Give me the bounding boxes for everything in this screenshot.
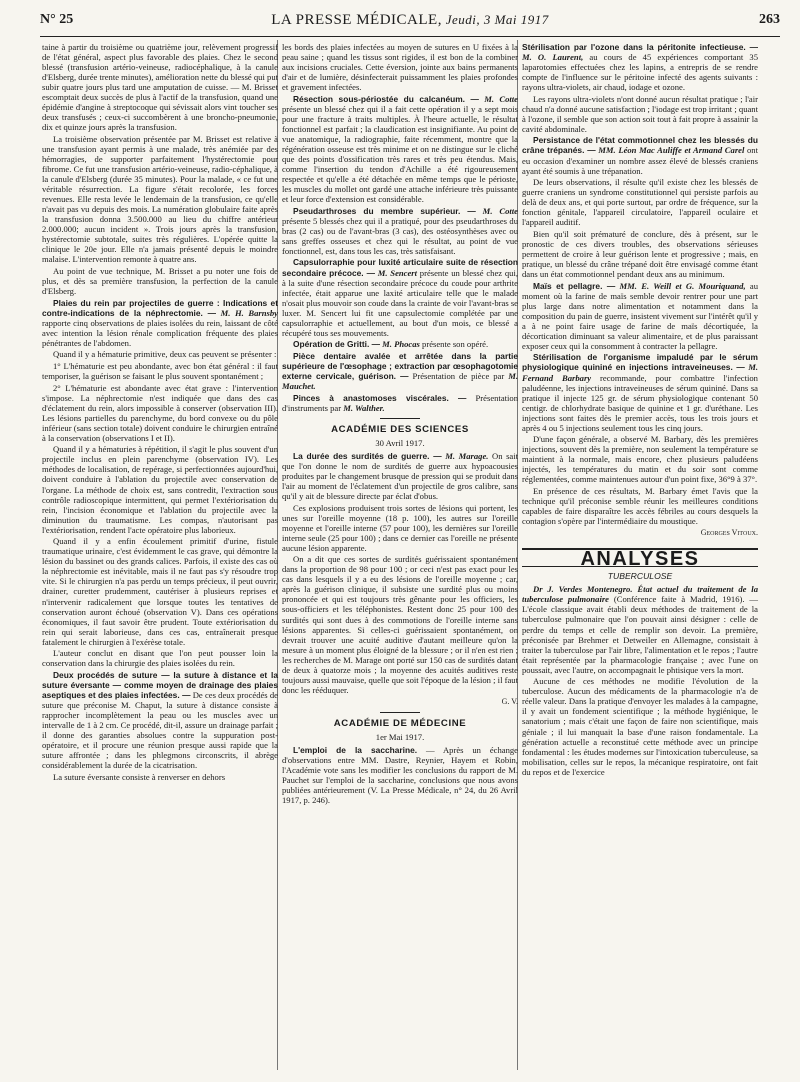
article-heading: Plaies du rein par projectiles de guerre : Indications et contre-indications de la néphrectomie. — <box>42 297 278 318</box>
article-text: au cours de 45 expériences comportant 35 laparotomies effectuées chez les lapins, a entrepris de se rendre compte de l'influence sur le péritoine infecté des agents suivants : rayons ultra-violets, air chaud, iodage et ozone. <box>522 52 758 93</box>
article-author: M. Fernand Barbary <box>522 362 758 383</box>
header-rule <box>40 36 780 37</box>
article-heading: Opération de Gritti. — <box>293 339 381 350</box>
signature: G. V. <box>501 696 518 706</box>
section-title-academie-medecine: ACADÉMIE DE MÉDECINE <box>333 717 467 729</box>
article-ozone <box>522 42 758 92</box>
article-heading: Pinces à anastomoses viscérales. — <box>293 392 467 403</box>
section-date: 1er Mai 1917. <box>375 732 425 742</box>
article-tuberculose <box>522 584 758 674</box>
article-heading: État actuel du traitement de la tuberculose pulmonaire <box>522 584 758 605</box>
article-heading: Pièce dentaire avalée et arrêtée dans la partie supérieure de l'œsophage ; extraction par œsophagotomie externe cervicale, guérison. — <box>282 350 518 381</box>
paragraph: Les rayons ultra-violets n'ont donné aucun résultat pratique ; l'air chaud n'a donné aucune satisfaction ; l'iodage est trop irritant ; quant à l'ozone, il semble que son action soit tout à fait propre à assainir la cavité abdominale. <box>522 93 758 134</box>
paragraph: 1° L'hématurie est peu abondante, avec bon état général : il faut temporiser, la guérison se faisant le plus souvent spontanément ; <box>42 360 278 381</box>
journal-title: LA PRESSE MÉDICALE, <box>271 12 442 28</box>
article-piece-dentaire <box>282 351 518 391</box>
article-text: Présentation d'instruments par <box>282 392 518 413</box>
article-text: On sait que l'on donne le nom de surdités de guerre aux hypoacousies produites par le changement brusque de pression qui se produit dans l'air au moment de l'éclatement d'un projectile de gros calibre, sans qu'il y ait de blessure directe par éclat d'obus. <box>282 450 519 501</box>
section-date: 30 Avril 1917. <box>375 437 425 448</box>
article-author: M. Walther. <box>343 402 385 413</box>
article-author: M. Cotte <box>478 93 518 104</box>
article-author: M. Marage. <box>441 450 489 461</box>
paragraph: taine à partir du troisième ou quatrième jour, relèvement progressif de l'état général, aspect plus favorable des plaies. Chez le second blessé (transfusion artério-veineuse, radiocéphalique, à la canule d'Elsberg, durée trente minutes), amélioration nette du blessé qui put subir quatre jours plus tard une amputation de cuisse. — M. Brisset escomptait deux succès de plus à l'actif de la transfusion, quand une épidémie d'angine à streptocoque qui sévissait alors vint toucher ses deux transfusés ; ceux-ci succombèrent à une broncho-pneumonie, dix et quinze jours après la transfusion. <box>42 42 278 133</box>
article-plaies-rein <box>42 298 278 348</box>
paragraph: En présence de ces résultats, M. Barbary émet l'avis que la technique qu'il préconise semble réunir les meilleures conditions capables de faire disparaître les accès fébriles au cours desquels la contagion s'opère par l'intermédiaire du moustique. <box>522 486 758 527</box>
article-author: M. H. Barnsby <box>216 307 278 318</box>
journal-masthead <box>40 12 780 29</box>
analyses-banner <box>522 548 758 571</box>
article-pinces <box>282 393 518 413</box>
article-heading: L'emploi de la saccharine. <box>293 745 418 756</box>
article-author: Dr J. Verdes Montenegro. <box>533 584 633 595</box>
signature: Georges Vitoux. <box>700 528 758 538</box>
article-heading: Résection sous-périostée du calcanéum. — <box>293 93 479 104</box>
article-heading: Maïs et pellagre. — <box>533 280 616 291</box>
issue-date: Jeudi, 3 Mai 1917 <box>441 12 549 27</box>
article-text: Présentation de pièce par <box>408 371 509 381</box>
paragraph: les bords des plaies infectées au moyen de sutures en U fixées à la peau saine ; quand les tissus sont rigides, il est bon de la combiner aux incisions cruciales. Cette éversion, jointe aux bains permanents d'air et de lumière, désinfecterait puissamment les plaies profondes et gravement infectées. <box>282 42 518 93</box>
paragraph: La suture éversante consiste à renverser en dehors <box>53 771 226 782</box>
page-number: 263 <box>759 12 780 27</box>
article-text: présente son opéré. <box>419 339 489 350</box>
section-title-analyses: ANALYSES <box>580 548 700 571</box>
paragraph: L'auteur conclut en disant que l'on peut pousser loin la conservation dans la chirurgie des plaies isolées du rein. <box>42 648 278 669</box>
article-text: présente 5 blessés chez qui il a pratiqué, pour des pseudarthroses du bras (2 cas) ou de l'avant-bras (3 cas), des ostéosynthèses avec ou sans greffes osseuses et chez qui le résultat, au point de vue fonctionnel, est, dans tous les cas, très satisfaisant. <box>282 215 518 256</box>
article-calcaneum <box>282 94 518 205</box>
article-text: — Après un échange d'observations entre MM. Dastre, Reynier, Hayem et Robin, l'Académie vote sans les modifier les conclusions du rapport de M. Pauchet sur l'emploi de la saccharine, conclusions que nous avons publiées antérieurement (V. La Presse Médicale, n° 24, du 26 Avril 1917, p. 246). <box>282 745 518 806</box>
article-author: MM. E. Weill et G. Mouriquand, <box>615 280 746 291</box>
article-author: M. O. Laurent, <box>522 52 584 63</box>
article-author: M. Sencert <box>374 267 418 278</box>
paragraph: D'une façon générale, a observé M. Barbary, dès les premières injections, souvent dès la première, non seulement la température se maintient à la normale, mais encore, chez plusieurs paludéens injectés, les températures du matin et du soir sont comme réglementées, comme maintenues autour d'un point fixe, 36°9 à 37°. <box>522 434 758 485</box>
article-text: présente un blessé chez qui, à la suite d'une résection secondaire précoce du coude pour arthrite infectée, était apparue une laxité articulaire telle que le malade n'osait plus mouvoir son coude dans la crainte de voir l'avant-bras se luxer. M. Sencert lui fit une capsulectomie complétée par une capsulorraphie et actuellement, au bout d'un mois, ce blessé a récupéré tous ses mouvements. <box>282 267 518 338</box>
article-author: M. Cotte <box>475 205 518 216</box>
article-heading: Capsulorraphie pour luxité articulaire suite de résection secondaire précoce. — <box>282 257 518 278</box>
article-text: (Conférence faite à Madrid, 1916). — L'école classique avait établi deux méthodes de traitement de la tuberculose pulmonaire que l'on pouvait ainsi désigner : celle de perdre du temps et celle de remplir son devoir. La première, préconisée par Brehmer et Detweiler en Allemagne, consistait à traiter la tuberculose par l'air libre, l'alimentation et le repos ; l'autre était représentée par la pharmacologie française ; avec l'une on poussait, avec l'autre, on accompagnait le phtisique vers la mort. <box>522 594 758 675</box>
article-heading: Stérilisation de l'organisme impaludé par le sérum physiologique quininé en injections intraveineuses. — <box>522 352 758 373</box>
article-text: rapporte cinq observations de plaies isolées du rein, laissant de côté avec intention la lésion rénale complication fréquente des plaies pénétrantes de l'abdomen. <box>42 317 278 348</box>
paragraph: La troisième observation présentée par M. Brisset est relative à une transfusion ayant permis à une malade, très anémiée par des hémorragies, de supporter parfaitement l'hystérectomie pour fibrome. Ce fut une transfusion artério-veineuse, radio-céphalique, à la canule d'Elsberg (durée 35 minutes). Pour la malade, « ce fut une véritable résurrection. La figure s'était recolorée, les forces revenues. Elle resta levée le lendemain de la transfusion, ce qu'elle n'avait pas vu depuis des mois. La numération globulaire faite après la transfusion donna 3.500.000 au lieu du chiffre antérieur 2.000.000; aucun incident ». Trois jours après la transfusion, hystérectomie subtotale, suites très régulières. L'opérée quitte la clinique le 20e jour. Elle n'a jamais présenté depuis le moindre malaise. L'intervention remonte à quatre ans. <box>42 133 278 265</box>
page-header <box>40 12 780 34</box>
article-text: présente un blessé chez qui il a fait cette opération il y a sept mois pour une fracture à traits multiples. À l'heure actuelle, le résultat fonctionnel est parfait ; la claudication est insignifiante. Au point de vue anatomique, la radiographie, faite récemment, montre que la régénération osseuse est très minime et on ne distingue sur le cliché que des points d'ossification très rares et très peu étendus. Mais, comme l'insertion du tendon d'Achille a été rigoureusement respectée et qu'elle a été détachée en même temps que le périoste, les muscles du mollet ont gardé une attache inférieure très puissante et leur force d'extension est considérable. <box>282 103 518 205</box>
article-heading: Stérilisation par l'ozone dans la péritonite infectieuse. — <box>522 42 758 52</box>
paragraph: Quand il y a hématuries à répétition, il s'agit le plus souvent d'un projectile inclus en plein parenchyme (observation IV). Les méthodes de localisation, de repérage, si perfectionnées aujourd'hui, doivent conduire à l'ablation du projectile avec conservation de l'organe. La méthode de choix est, sans contredit, l'extraction sous contrôle radioscopique intermittent, qui permet l'extériorisation du rein, l'incision économique et l'ablation du projectile avec la diminution du traumatisme. Les compas, n'autorisant pas l'extériorisation, rendent l'acte opératoire plus laborieux. <box>42 444 278 535</box>
issue-number: N° 25 <box>40 12 74 27</box>
article-heading: Persistance de l'état commotionnel chez les blessés du crâne trépanés. — <box>522 135 758 156</box>
paragraph: On a dit que ces sortes de surdités guérissaient spontanément dans la proportion de 98 pour 100 ; or ceci n'est pas exact pour les cas dans lesquels il y a eu des lésions de l'oreille moyenne ; car, après la guérison clinique, il subsiste une surdité plus ou moins prononcée et qui est toujours très gênante pour les officiers, les sous-officiers et les téléphonistes. Restent donc 25 pour 100 des surdités qui sont dues à des commotions de l'oreille interne sans lésions apparentes. Si celles-ci guérissaient spontanément, on devrait trouver une acuité auditive d'autant meilleure qu'on la mesure à un moment plus éloigné de la blessure ; or il n'en est rien ; les recherches de M. Marage ont porté sur 150 cas de surdités datant de deux à quatorze mois ; la moyenne des acuités auditives reste toujours aussi mauvaise, quelle que soit l'époque de la lésion ; il faut donc les rééduquer. <box>282 554 518 695</box>
paragraph: Au point de vue technique, M. Brisset a pu noter une fois de plus, et dès sa première transfusion, la perfection de la canule d'Elsberg. <box>42 266 278 297</box>
article-heading: Deux procédés de suture — la suture à distance et la suture éversante — comme moyen de drainage des plaies aseptiques et des plaies infectées. — <box>42 669 278 700</box>
article-heading: Pseudarthroses du membre supérieur. — <box>293 205 476 216</box>
paragraph: Quand il y a enfin écoulement primitif d'urine, fistule traumatique urinaire, c'est évidemment le cas grave, qui démontre la lésion du bassinet ou des grands calices. Parfois, il existe des cas où la néphrectomie est inévitable, mais il ne faut pas s'y résoudre trop vite. Si le chirurgien n'a pas perdu un temps précieux, il peut ouvrir, drainer, curetter prudemment, cautériser à plusieurs reprises et n'intervenir radicalement que lorsque toutes les tentatives de conservation auront échoué (observation V). Dans ces opérations économiques, il faut savoir être prudent. Toute extériorisation du rein qui serait laborieuse, dans ces cas, entraînerait presque fatalement le chirurgien à l'exérèse totale. <box>42 536 278 647</box>
article-capsulorraphie <box>282 257 518 337</box>
paragraph: Bien qu'il soit prématuré de conclure, dès à présent, sur le pronostic de ces divers troubles, des observations sérieuses permettent de croire à leur guérison lente et progressive ; mais, en pratique, un blessé du crâne trépané doit être envisagé comme étant dans un état commotionnel pendant deux ans au minimum. <box>522 228 758 280</box>
section-divider <box>380 712 420 713</box>
article-text: ont eu occasion d'examiner un nombre assez élevé de blessés craniens ayant été soumis à une trépanation. <box>522 145 758 176</box>
article-saccharine <box>282 745 518 805</box>
article-etat-commotionnel <box>522 135 758 175</box>
article-heading: La durée des surdités de guerre. — <box>293 450 442 461</box>
article-author: M. Phocas <box>380 339 420 350</box>
paragraph: Ces explosions produisent trois sortes de lésions qui portent, les unes sur l'oreille moyenne (18 p. 100), les autres sur l'oreille moyenne et l'oreille interne (57 pour 100), les dernières sur l'oreille interne seule (25 pour 100) ; dans ce dernier cas l'oreille ne présente aucune lésion apparente. <box>282 502 518 553</box>
article-author: M. Mauchet. <box>282 371 519 392</box>
section-divider <box>380 418 420 419</box>
column-2 <box>282 42 518 807</box>
paragraph: 2° L'hématurie est abondante avec état grave : l'intervention s'impose. La néphrectomie n'est indiquée que dans des cas d'éclatement du rein, alors impossible à conserver (observation III). Les lésions partielles du parenchyme, du bord convexe ou du pôle inférieur (sans section totale) doivent conduire le chirurgien entraîné à la conservation (observations I et II). <box>42 382 278 443</box>
section-title-academie-sciences: ACADÉMIE DES SCIENCES <box>331 423 469 435</box>
article-deux-procedes <box>42 670 278 770</box>
paragraph: Quand il y a hématurie primitive, deux cas peuvent se présenter : <box>53 349 277 360</box>
column-1 <box>42 42 278 783</box>
paragraph: Aucune de ces méthodes ne modifie l'évolution de la tuberculose. Aucun des médicaments de la pharmacologie n'a de réelle valeur. Dans la pratique d'envoyer les malades à la campagne, il y avait un fondement scientifique ; la méthode hygiénique, le sanatorium ; mais c'était une façon de faire non scientifique, mais géniale ; il lui manquait la base d'une raison fondamentale. La génération actuelle a reconstitué cette méthode avec un principe fondamental : les études modernes sur l'intoxication tuberculeuse, sa mobilisation, celles sur le repos, la mécanique respiratoire, ont fait du repos et de l'exercice <box>522 676 758 777</box>
article-sterilisation-impaludisme <box>522 352 758 432</box>
paragraph: De leurs observations, il résulte qu'il existe chez les blessés de guerre craniens un syndrome constitutionnel qui persiste parfois au delà de deux ans, et qui porte surtout, par ordre de fréquence, sur la fonction génitale, l'appareil circulatoire, l'appareil oculaire et l'appareil auditif. <box>522 177 758 228</box>
article-surdites <box>282 451 518 501</box>
article-gritti <box>282 339 518 349</box>
article-text: recommande, pour combattre l'infection paludéenne, les injections intraveineuses de sérum quininé. Dans sa pratique il injecte 125 gr. de sérum physiologique contenant 50 centigr. de chlorhydrate basique de quinine et 1 gr. d'uréthane. Les injections sont faites dès le premier accès, tous les trois jours et après 4 ou 5 injections seulement tous les cinq jours. <box>522 372 758 433</box>
column-3 <box>522 42 758 778</box>
article-text: au moment où la farine de maïs semble devoir rentrer pour une part plus large dans notre alimentation et notamment dans la composition du pain de guerre, insistent vivement sur l'intérêt qu'il y a à ne point faire usage de farine de maïs décortiquée, la décortication diminuant sa valeur alimentaire, et de plus paraissant exposer ceux qui la consomment à contracter la pellagre. <box>522 280 758 351</box>
subcategory-title: TUBERCULOSE <box>607 571 673 582</box>
article-author: MM. Léon Mac Auliffe et Armand Carel <box>595 145 745 156</box>
article-mais-pellagre <box>522 281 758 351</box>
article-pseudarthroses <box>282 206 518 256</box>
article-text: De ces deux procédés de suture que préconise M. Chaput, la suture à distance consiste à rapprocher incomplètement la peau ou les muscles avec un intervalle de 1 à 2 cm. Ce procédé, dit-il, assure un drainage parfait ; il donne des garanties absolues contre la suppuration post-opératoire, et il procure une réunion presque aussi rapide que la suture affrontée ; dans les phlegmons circonscrits, il abrège considérablement la durée de la cicatrisation. <box>42 689 278 771</box>
